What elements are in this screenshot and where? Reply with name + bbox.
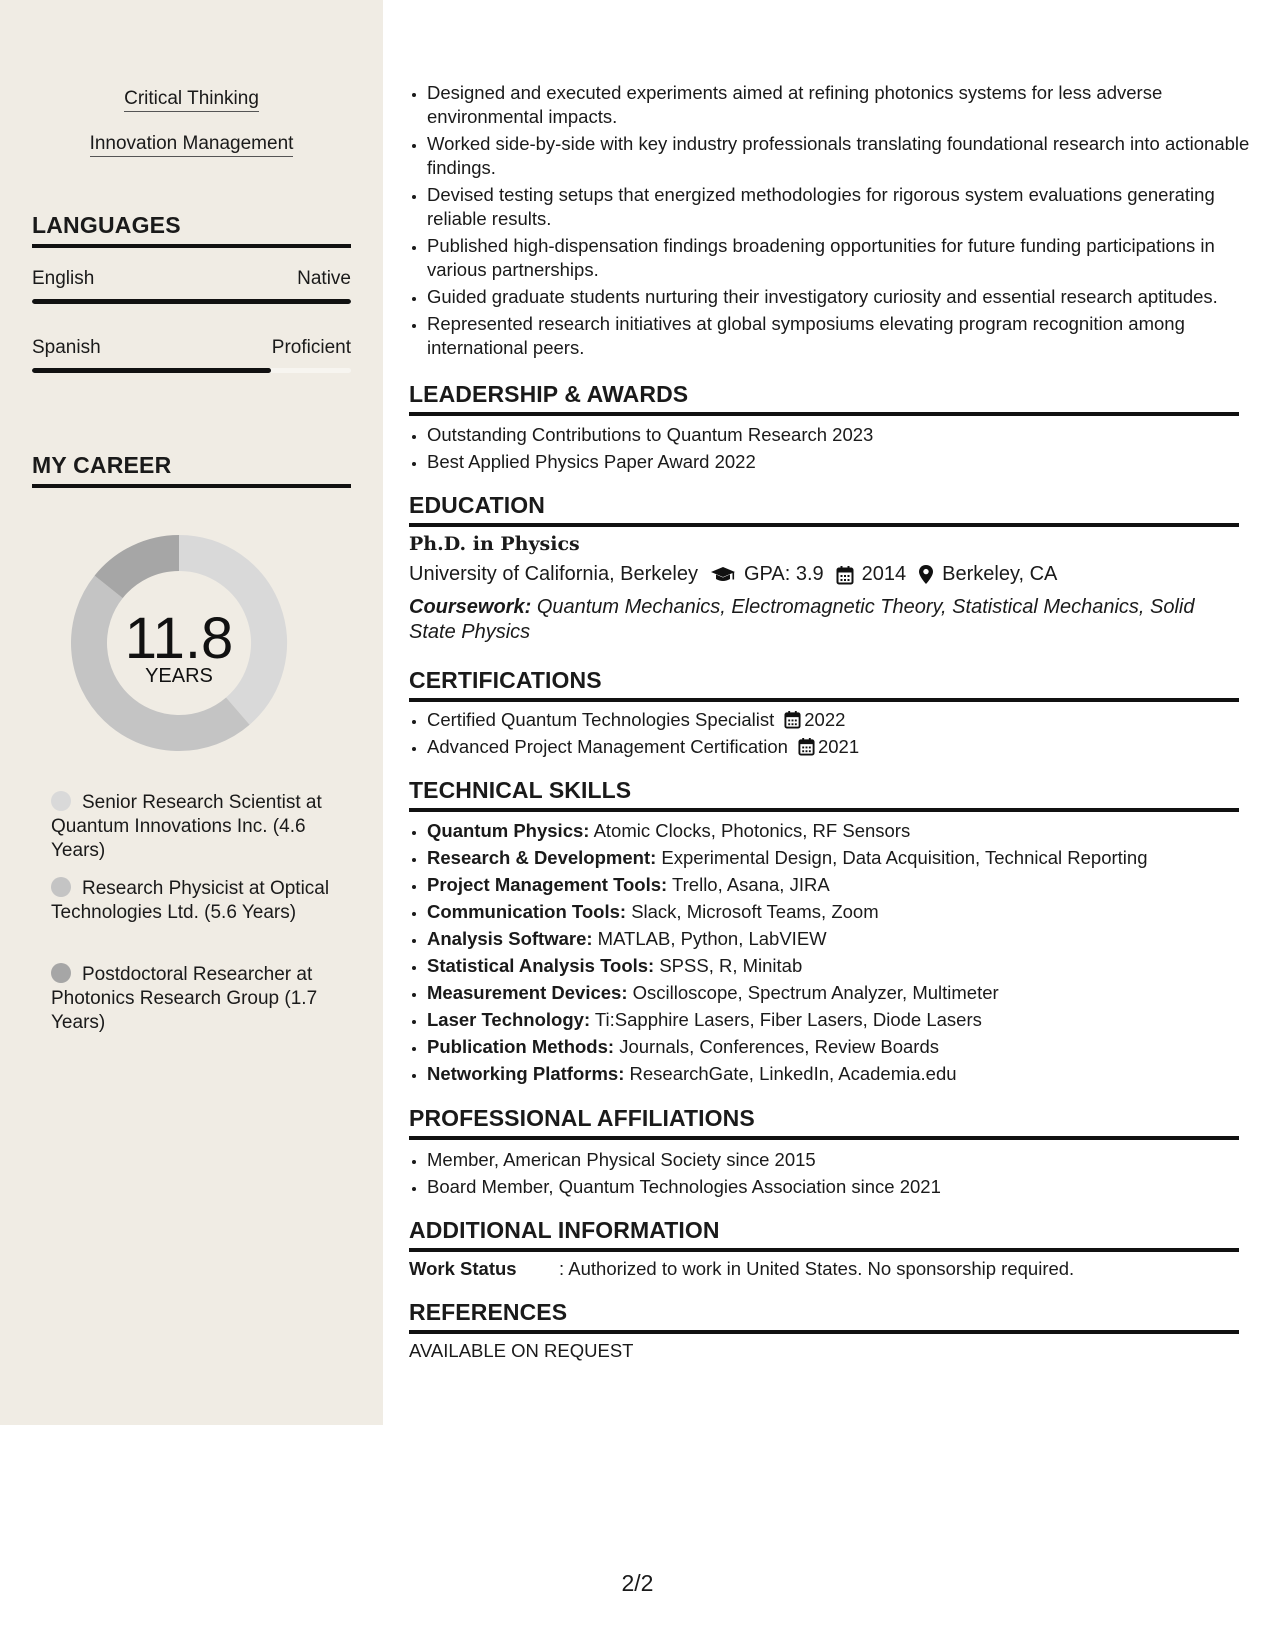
career-total-years: 11.8 [124,606,234,671]
work-status-row [409,1258,1074,1280]
legend-dot [51,877,71,897]
list-item: • Guided graduate students nurturing their investigatory curiosity and essential research aptitudes. [427,285,1257,309]
leadership-heading: LEADERSHIP & AWARDS [409,381,1239,416]
additional-info-heading: ADDITIONAL INFORMATION [409,1217,1239,1252]
location-pin-icon [918,564,934,585]
work-status-value: : Authorized to work in United States. No sponsorship required. [559,1258,1075,1279]
list-item: • Statistical Analysis Tools: SPSS, R, Minitab [427,954,1257,978]
list-item: • Board Member, Quantum Technologies Association since 2021 [427,1175,1257,1199]
graduation-cap-icon [710,565,736,585]
coursework-text: Quantum Mechanics, Electromagnetic Theory, Statistical Mechanics, Solid State Physics [409,596,1195,643]
career-heading: MY CAREER [32,452,351,488]
graduation-year: 2014 [861,563,907,585]
language-level: Native [297,268,351,289]
gpa: GPA: 3.9 [744,563,824,585]
donut-segment [109,553,179,587]
career-item: Research Physicist at Optical Technologies Ltd. (5.6 Years) [51,878,330,923]
list-item: • Measurement Devices: Oscilloscope, Spectrum Analyzer, Multimeter [427,981,1257,1005]
career-item: Senior Research Scientist at Quantum Innovations Inc. (4.6 Years) [51,792,322,861]
certifications-heading: CERTIFICATIONS [409,667,1239,702]
list-item: • Communication Tools: Slack, Microsoft Teams, Zoom [427,900,1257,924]
language-bar-spanish [32,368,351,373]
list-item: • Laser Technology: Ti:Sapphire Lasers, Fiber Lasers, Diode Lasers [427,1008,1257,1032]
list-item: • Research & Development: Experimental Design, Data Acquisition, Technical Reporting [427,846,1257,870]
degree-title: Ph.D. in Physics [409,533,580,555]
education-heading: EDUCATION [409,492,1239,527]
list-item: • Best Applied Physics Paper Award 2022 [427,450,1257,474]
language-name: English [32,268,95,289]
calendar-icon [836,565,854,585]
list-item: • Networking Platforms: ResearchGate, LinkedIn, Academia.edu [427,1062,1257,1086]
list-item: • Outstanding Contributions to Quantum Research 2023 [427,423,1257,447]
calendar-icon [784,710,801,729]
career-donut-chart [66,530,292,756]
technical-skills-list [409,819,1257,1089]
experience-bullets [409,81,1257,363]
leadership-list [409,423,1257,477]
skill-critical-thinking: Critical Thinking [0,88,383,110]
language-row-english [32,268,351,290]
coursework-label: Coursework: [409,596,532,618]
affiliations-heading: PROFESSIONAL AFFILIATIONS [409,1105,1239,1140]
list-item: • Certified Quantum Technologies Specialist 2022 [427,708,1257,732]
list-item: • Devised testing setups that energized methodologies for rigorous system evaluations generating reliable results. [427,183,1257,231]
references-heading: REFERENCES [409,1299,1239,1334]
legend-dot [51,963,71,983]
list-item: • Analysis Software: MATLAB, Python, LabVIEW [427,927,1257,951]
list-item: • Member, American Physical Society since 2015 [427,1148,1257,1172]
list-item: • Worked side-by-side with key industry professionals translating foundational research into actionable findings. [427,132,1257,180]
skill-innovation-management: Innovation Management [0,133,383,155]
languages-heading: LANGUAGES [32,212,351,248]
language-bar-fill [32,299,351,304]
language-bar-fill [32,368,271,373]
list-item: • Publication Methods: Journals, Conferences, Review Boards [427,1035,1257,1059]
language-name: Spanish [32,337,101,358]
calendar-icon [798,737,815,756]
coursework [409,595,1229,645]
references-text: AVAILABLE ON REQUEST [409,1340,634,1361]
language-row-spanish [32,337,351,359]
legend-dot [51,791,71,811]
list-item: • Designed and executed experiments aimed at refining photonics systems for less adverse environmental impacts. [427,81,1257,129]
school-name: University of California, Berkeley [409,563,698,585]
education-meta [409,563,1057,586]
language-level: Proficient [271,337,351,358]
education-location: Berkeley, CA [942,563,1058,585]
work-status-label: Work Status [409,1258,517,1279]
affiliations-list [409,1148,1257,1202]
list-item: • Represented research initiatives at global symposiums elevating program recognition among international peers. [427,312,1257,360]
technical-skills-heading: TECHNICAL SKILLS [409,777,1239,812]
certifications-list [409,708,1257,762]
language-bar-english [32,299,351,304]
page-number: 2/2 [621,1570,654,1596]
list-item: • Published high-dispensation findings broadening opportunities for future funding participations in various partnerships. [427,234,1257,282]
list-item: • Advanced Project Management Certification 2021 [427,735,1257,759]
career-item: Postdoctoral Researcher at Photonics Research Group (1.7 Years) [51,964,318,1033]
sidebar [0,0,383,1425]
career-unit: YEARS [145,665,213,687]
list-item: • Quantum Physics: Atomic Clocks, Photonics, RF Sensors [427,819,1257,843]
list-item: • Project Management Tools: Trello, Asana, JIRA [427,873,1257,897]
